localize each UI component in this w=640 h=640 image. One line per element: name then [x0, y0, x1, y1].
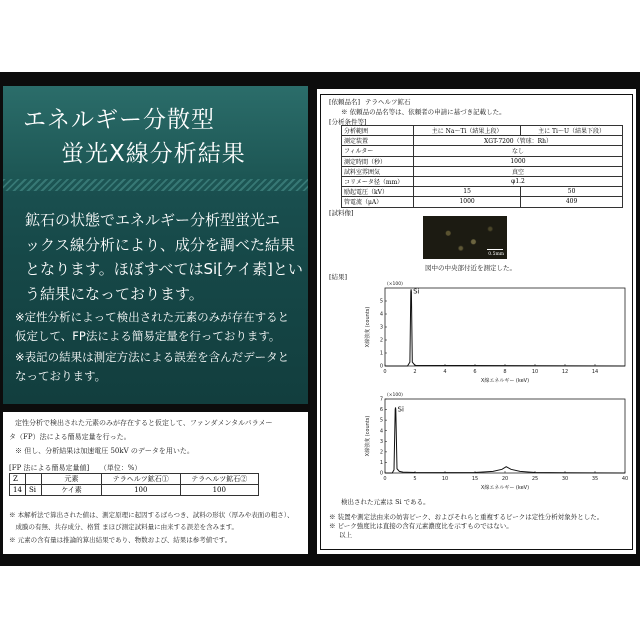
note-fp-method [15, 308, 305, 346]
x-tick-label: 10 [441, 476, 449, 482]
conditions-cell: 管電流（μA） [342, 197, 414, 207]
spectrum-series-line [385, 407, 625, 473]
conditions-cell: 分析範囲 [342, 126, 414, 136]
note-line: ※表記の結果は測定方法による誤差を含んだデータと [15, 350, 290, 364]
conditions-cell: 409 [521, 197, 623, 207]
end-text: 以上 [339, 531, 352, 539]
conditions-row [342, 166, 623, 176]
footnote: ※ 本解析法で算出された値は、測定原理に起因するばらつき、試料の形状（厚みや表面の粗さ）、 [9, 511, 294, 519]
y-tick-label: 1 [379, 460, 383, 467]
fp-quant-document [3, 412, 308, 554]
x-axis-label: X線エネルギー (keV) [480, 485, 530, 491]
intro-line: タ（FP）法による簡易定量を行った。 [9, 433, 131, 441]
x-tick-label: 0 [383, 369, 387, 375]
conditions-cell: なし [414, 146, 623, 156]
table-cell: Si [26, 485, 42, 496]
y-tick-label: 2 [379, 449, 383, 456]
conditions-row [342, 126, 623, 136]
remark: ※ 装置や測定法由来の妨害ピーク、およびそれらと重複するピークは定性分析対象外とした。 [329, 513, 604, 521]
plot-frame [385, 399, 625, 473]
y-tick-label: 5 [379, 298, 383, 305]
conditions-cell: XGT-7200（管球：Rh） [414, 136, 623, 146]
note-line: なっております。 [15, 369, 107, 383]
table-cell: 100 [102, 485, 181, 496]
sample-caption: 図中の中央部付近を測定した。 [425, 264, 516, 272]
x-tick-label: 14 [591, 369, 599, 375]
x-tick-label: 10 [531, 369, 539, 375]
remark: ※ ピーク強度比は直接の含有元素濃度比を示すものではない。 [329, 522, 513, 530]
table-cell: 元素 [42, 474, 102, 485]
lead-line: う結果になっております。 [25, 284, 204, 303]
y-tick-label: 0 [379, 470, 383, 477]
spectrum-chart-high-energy [337, 387, 631, 495]
conditions-cell: 測定装置 [342, 136, 414, 146]
conditions-row [342, 197, 623, 207]
conditions-cell: 測定時間（秒） [342, 156, 414, 166]
sample-name-label: [依頼品名] [329, 98, 361, 106]
si-peak-label: Si [397, 405, 404, 414]
fp-quant-table [9, 473, 259, 496]
results-label: [結果] [329, 273, 348, 281]
note-line: 仮定して、FP法による簡易定量を行っております。 [15, 329, 281, 343]
x-tick-label: 2 [413, 369, 417, 375]
conditions-row [342, 136, 623, 146]
table-cell: テラヘルツ鉱石② [180, 474, 259, 485]
table-header-row [10, 474, 259, 485]
y-tick-label: 4 [379, 311, 383, 318]
x-tick-label: 12 [561, 369, 569, 375]
y-tick-label: 6 [379, 407, 383, 414]
summary-panel [3, 86, 308, 404]
fp-table-caption: [FP 法による簡易定量値] （単位：%） [9, 464, 142, 472]
table-cell: ケイ素 [42, 485, 102, 496]
panel-title-line2: 蛍光X線分析結果 [61, 141, 246, 167]
sample-name: テラヘルツ鉱石 [365, 98, 411, 106]
lead-line: 鉱石の状態でエネルギー分析型蛍光エ [25, 211, 281, 229]
conditions-row [342, 176, 623, 186]
si-peak-label: Si [413, 287, 420, 296]
note-error [15, 348, 305, 386]
plot-frame [385, 288, 625, 366]
scale-label: 0.5mm [488, 252, 504, 257]
x-tick-label: 0 [383, 476, 387, 482]
conditions-label: [分析条件等] [329, 118, 367, 126]
y-tick-label: 3 [379, 438, 383, 445]
y-axis-label: X線強度 (counts) [365, 415, 371, 457]
multiplier-label: (×100) [387, 282, 403, 287]
conditions-cell: 1000 [414, 197, 521, 207]
intro-line: ※ 但し、分析結果は加速電圧 50kV のデータを用いた。 [15, 447, 194, 455]
sample-image-label: [試料像] [329, 209, 354, 217]
spectrum-chart-low-energy [337, 276, 631, 388]
lead-line: ックス線分析により、成分を調べた結果 [25, 235, 295, 254]
conditions-cell: 15 [414, 187, 521, 197]
analysis-report-document [317, 89, 636, 554]
result-text: 検出された元素は Si である。 [341, 498, 430, 506]
lead-line: となります。ほぼすべてはSi[ケイ素]とい [25, 260, 303, 278]
conditions-cell: 励起電圧（kV） [342, 187, 414, 197]
note-line: ※定性分析によって検出された元素のみが存在すると [15, 310, 290, 324]
x-tick-label: 15 [471, 476, 479, 482]
table-cell: テラヘルツ鉱石① [102, 474, 181, 485]
x-tick-label: 20 [501, 476, 509, 482]
sample-note: ※ 依頼品の品名等は、依頼者の申請に基づき記載した。 [341, 108, 506, 116]
conditions-table [341, 125, 623, 208]
x-tick-label: 35 [591, 476, 599, 482]
x-tick-label: 25 [531, 476, 539, 482]
x-tick-label: 30 [561, 476, 569, 482]
conditions-cell: 主に Na〜Ti（結果上段） [414, 126, 521, 136]
table-cell [26, 474, 42, 485]
conditions-cell: 試料室雰囲気 [342, 166, 414, 176]
y-axis-label: X線強度 (counts) [365, 306, 371, 348]
footnote: 成膜の有無、共存成分、格質 まほび測定試料量に由来する誤差を含みます。 [9, 523, 239, 531]
conditions-cell: 50 [521, 187, 623, 197]
y-tick-label: 5 [379, 417, 383, 424]
conditions-row [342, 146, 623, 156]
y-tick-label: 7 [379, 396, 383, 403]
x-tick-label: 5 [413, 476, 417, 482]
conditions-cell: コリメータ径（mm） [342, 176, 414, 186]
conditions-row [342, 187, 623, 197]
multiplier-label: (×100) [387, 393, 403, 398]
x-tick-label: 40 [621, 476, 629, 482]
spectrum-series-line [385, 289, 625, 366]
sample-photo [423, 216, 507, 259]
x-axis-label: X線エネルギー (keV) [480, 378, 530, 384]
panel-title-line1: エネルギー分散型 [23, 107, 215, 133]
x-tick-label: 8 [503, 369, 507, 375]
intro-line: 定性分析で検出された元素のみが存在すると仮定して、ファンダメンタルパラメー [15, 419, 273, 427]
footnote: ※ 元素の含有量は推論的算出結果であり、物数および、結果は参考値です。 [9, 536, 232, 544]
conditions-cell: 真空 [414, 166, 623, 176]
lead-paragraph [25, 208, 305, 306]
conditions-cell: 1000 [414, 156, 623, 166]
table-cell: 14 [10, 485, 26, 496]
table-cell: 100 [180, 485, 259, 496]
y-tick-label: 3 [379, 324, 383, 331]
conditions-cell: 主に Ti〜U（結果下段） [521, 126, 623, 136]
stripe-divider [3, 179, 308, 191]
x-tick-label: 6 [473, 369, 477, 375]
table-cell: Z [10, 474, 26, 485]
conditions-cell: フィルター [342, 146, 414, 156]
scale-bar [487, 249, 503, 250]
x-tick-label: 4 [443, 369, 447, 375]
y-tick-label: 4 [379, 428, 383, 435]
y-tick-label: 0 [379, 363, 383, 370]
y-tick-label: 1 [379, 350, 383, 357]
conditions-row [342, 156, 623, 166]
conditions-cell: φ1.2 [414, 176, 623, 186]
table-row [10, 485, 259, 496]
y-tick-label: 2 [379, 337, 383, 344]
